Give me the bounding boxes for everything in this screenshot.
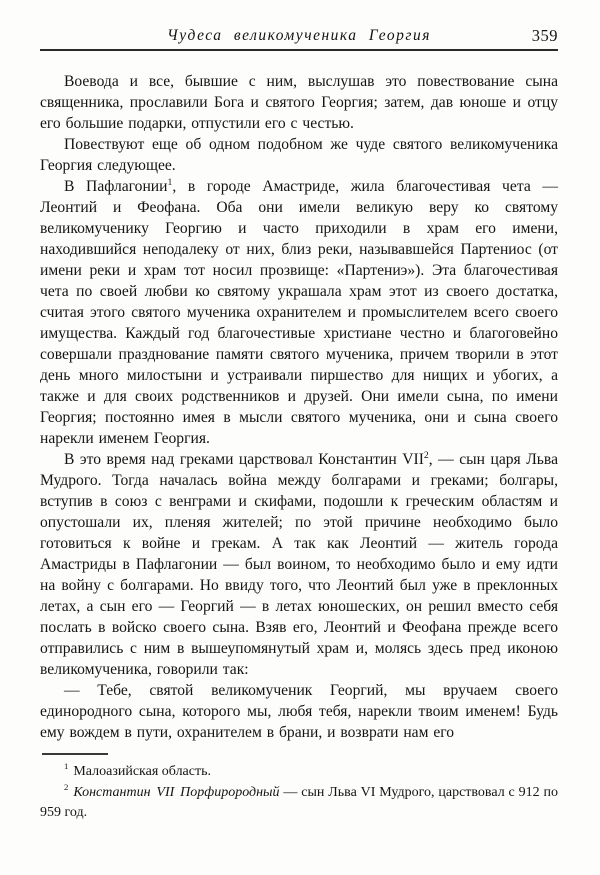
footnote-separator (42, 753, 108, 755)
page-header (40, 26, 558, 51)
footnote-term: Константин VII Порфирородный (73, 784, 280, 800)
paragraph-konstantin (40, 449, 558, 680)
paragraph-text: Повествуют еще об одном подобном же чуде святого великомученика Георгия следующее. (40, 136, 558, 174)
paragraph-text: — Тебе, святой великомученик Георгий, мы вручаем своего единородного сына, которого мы, любя тебя, нарекли твоим именем! Будь ему вождем в пути, охранителем в брани, и возврати нам его (40, 682, 558, 741)
paragraph-voevoda (40, 71, 558, 134)
footnote-marker-1: 1 (64, 761, 69, 772)
paragraph-povestvuyut (40, 134, 558, 176)
paragraph-text: В это время над греками царствовал Константин VII (64, 451, 424, 468)
paragraph-prayer-quote (40, 680, 558, 743)
footnote-marker-2: 2 (64, 781, 69, 792)
page-body (40, 71, 558, 743)
running-title: Чудеса великомученика Георгия (167, 27, 431, 44)
footnote-reference-1: 1 (167, 176, 173, 188)
footnote-text: Малоазийская область. (73, 764, 211, 779)
footnote-1 (40, 762, 558, 783)
page-number: 359 (531, 26, 558, 45)
footnotes-section (40, 753, 558, 824)
paragraph-paphlagonia (40, 176, 558, 449)
paragraph-text: , — сын царя Льва Мудрого. Тогда началась война между болгарами и греками; болгары, вступив в союз с венграми и скифами, подошли к греческим областям и опустошали их, пленяя жителей; по этой причине необходимо было готовиться к войне и грекам. А так как Леонтий — житель города Амастриды в Пафлагонии — был воином, то необходимо было и ему идти на войну с болгарами. Но ввиду того, что Леонтий был уже в преклонных летах, а сын его — Георгий — в летах юношеских, он решил вместо себя послать в войско своего сына. Взяв его, Леонтий и Феофана прежде всего отправились с ним в вышеупомянутый храм и, молясь здесь пред иконою великомученика, говорили так: (40, 451, 558, 678)
paragraph-text: , в городе Амастриде, жила благочестивая чета — Леонтий и Феофана. Оба они имели великую веру ко святому великомученику Георгию и часто приходили в храм его имени, находившийся неподалеку от них, близ реки, называвшейся Партениос (от имени реки и храм тот носил прозвище: «Партениэ»). Эта благочестивая чета по своей любви ко святому украшала храм этот из своего достатка, считая этого святого мученика охранителем и промыслителем всего своего имущества. Каждый год благочестивые христиане честно и благоговейно совершали празднование памяти святого мученика, причем творили в этот день много милостыни и устраивали пиршество для нищих и убогих, а также и для своих родственников и друзей. Они имели сына, по имени Георгия; постоянно имея в мысли святого мученика, они и сына своего нарекли именем Георгия. (40, 178, 558, 447)
footnote-reference-2: 2 (423, 449, 429, 461)
footnote-text: — сын Льва VI Мудрого, царствовал с 912 по 959 год. (40, 784, 558, 820)
paragraph-text: В Пафлагонии (64, 178, 168, 195)
paragraph-text: Воевода и все, бывшие с ним, выслушав это повествование сына священника, прославили Бога и святого Георгия; затем, дав юноше и отцу его большие подарки, отпустили его с честью. (40, 73, 558, 132)
footnote-2 (40, 783, 558, 824)
